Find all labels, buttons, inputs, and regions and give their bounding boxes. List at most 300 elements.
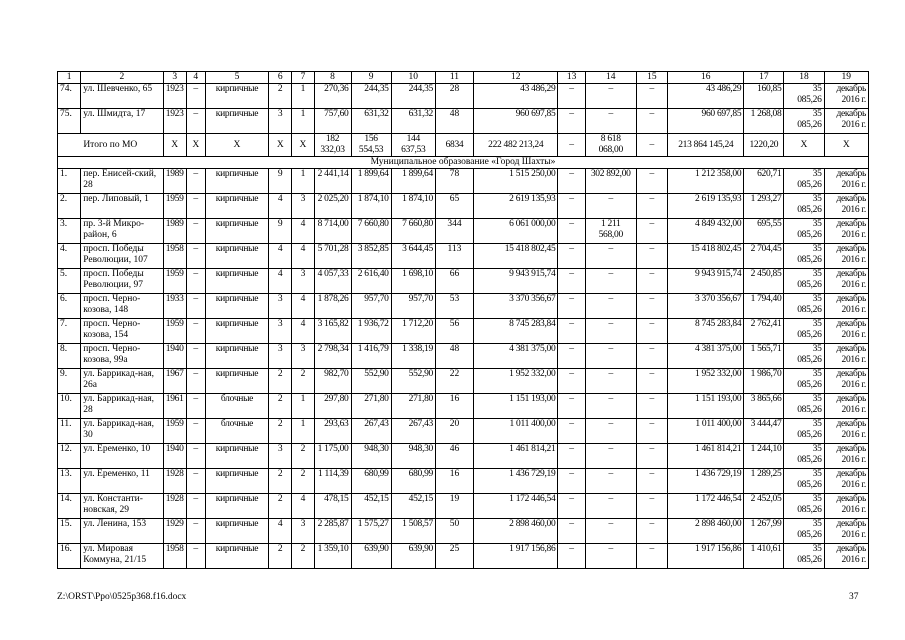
cell-year: 1959 <box>163 194 186 219</box>
cell-c15: – <box>636 419 668 444</box>
cell-year: 1961 <box>163 394 186 419</box>
total-a1: 182 332,03 <box>314 134 351 157</box>
section-title-row <box>58 157 869 169</box>
cell-ent: 4 <box>292 294 314 319</box>
cell-ent: 1 <box>292 394 314 419</box>
cell-res: 50 <box>435 519 473 544</box>
table-row <box>58 519 869 544</box>
cell-c18: 35 085,26 <box>784 344 824 369</box>
cell-mat: кирпичные <box>205 369 268 394</box>
cell-a2: 948,30 <box>351 444 391 469</box>
total-c7: X <box>292 134 314 157</box>
cell-c15: – <box>636 269 668 294</box>
cell-c18: 35 085,26 <box>784 84 824 109</box>
cell-c4: – <box>186 544 205 569</box>
cell-addr: ул. Еременко, 10 <box>81 444 163 469</box>
cell-cost: 15 418 802,45 <box>473 244 557 269</box>
cell-date: декабрь 2016 г. <box>824 394 868 419</box>
cell-res: 48 <box>435 344 473 369</box>
cell-a3: 1 338,19 <box>391 344 435 369</box>
cell-a2: 1 575,27 <box>351 519 391 544</box>
cell-c15: – <box>636 344 668 369</box>
cell-a1: 1 359,10 <box>314 544 351 569</box>
cell-year: 1933 <box>163 294 186 319</box>
cell-cost: 2 898 460,00 <box>473 519 557 544</box>
cell-c4: – <box>186 84 205 109</box>
total-row <box>58 134 869 157</box>
cell-a1: 2 798,34 <box>314 344 351 369</box>
cell-c16: 2 619 135,93 <box>668 194 744 219</box>
cell-c15: – <box>636 469 668 494</box>
table-row <box>58 469 869 494</box>
cell-c14: – <box>585 394 636 419</box>
cell-c13: – <box>558 319 585 344</box>
cell-fl: 3 <box>269 294 292 319</box>
cell-fl: 2 <box>269 469 292 494</box>
cell-fl: 2 <box>269 84 292 109</box>
table-body <box>58 72 869 569</box>
cell-c17: 2 762,41 <box>744 319 784 344</box>
cell-cost: 1 515 250,00 <box>473 169 557 194</box>
cell-c16: 8 745 283,84 <box>668 319 744 344</box>
cell-ent: 2 <box>292 444 314 469</box>
column-number-cell: 10 <box>391 72 435 84</box>
cell-c16: 1 952 332,00 <box>668 369 744 394</box>
column-number-row <box>58 72 869 84</box>
cell-c16: 1 461 814,21 <box>668 444 744 469</box>
cell-c15: – <box>636 219 668 244</box>
cell-c13: – <box>558 109 585 134</box>
cell-year: 1923 <box>163 109 186 134</box>
cell-c15: – <box>636 244 668 269</box>
cell-mat: кирпичные <box>205 294 268 319</box>
total-res: 6834 <box>435 134 473 157</box>
cell-addr: ул. Ленина, 153 <box>81 519 163 544</box>
cell-c17: 1 565,71 <box>744 344 784 369</box>
page-number: 37 <box>849 592 859 602</box>
cell-c13: – <box>558 369 585 394</box>
cell-a3: 452,15 <box>391 494 435 519</box>
cell-addr: ул. Мировая Коммуна, 21/15 <box>81 544 163 569</box>
table-row <box>58 269 869 294</box>
cell-n: 3. <box>58 219 81 244</box>
cell-res: 16 <box>435 469 473 494</box>
cell-date: декабрь 2016 г. <box>824 519 868 544</box>
cell-addr: ул. Баррикад-ная, 30 <box>81 419 163 444</box>
cell-ent: 3 <box>292 269 314 294</box>
cell-mat: кирпичные <box>205 244 268 269</box>
cell-n: 15. <box>58 519 81 544</box>
table-row <box>58 169 869 194</box>
cell-mat: кирпичные <box>205 219 268 244</box>
cell-a2: 1 936,72 <box>351 319 391 344</box>
cell-fl: 3 <box>269 344 292 369</box>
cell-c14: – <box>585 269 636 294</box>
cell-c15: – <box>636 519 668 544</box>
cell-c14: – <box>585 544 636 569</box>
table-row <box>58 544 869 569</box>
cell-c15: – <box>636 444 668 469</box>
cell-c14: – <box>585 244 636 269</box>
cell-fl: 3 <box>269 109 292 134</box>
cell-c4: – <box>186 244 205 269</box>
cell-date: декабрь 2016 г. <box>824 444 868 469</box>
cell-year: 1958 <box>163 244 186 269</box>
cell-date: декабрь 2016 г. <box>824 469 868 494</box>
cell-year: 1967 <box>163 369 186 394</box>
cell-a3: 267,43 <box>391 419 435 444</box>
total-a2: 156 554,53 <box>351 134 391 157</box>
total-label: Итого по МО <box>58 134 164 157</box>
total-c15: – <box>636 134 668 157</box>
cell-n: 1. <box>58 169 81 194</box>
cell-date: декабрь 2016 г. <box>824 194 868 219</box>
cell-a1: 5 701,28 <box>314 244 351 269</box>
cell-a1: 982,70 <box>314 369 351 394</box>
cell-a2: 244,35 <box>351 84 391 109</box>
cell-a1: 3 165,82 <box>314 319 351 344</box>
column-number-cell: 5 <box>205 72 268 84</box>
cell-c17: 3 865,66 <box>744 394 784 419</box>
cell-n: 6. <box>58 294 81 319</box>
column-number-cell: 8 <box>314 72 351 84</box>
table-row <box>58 394 869 419</box>
cell-c4: – <box>186 369 205 394</box>
cell-mat: кирпичные <box>205 84 268 109</box>
cell-c18: 35 085,26 <box>784 444 824 469</box>
cell-c13: – <box>558 419 585 444</box>
cell-c13: – <box>558 544 585 569</box>
cell-mat: блочные <box>205 394 268 419</box>
cell-cost: 4 381 375,00 <box>473 344 557 369</box>
cell-date: декабрь 2016 г. <box>824 419 868 444</box>
cell-addr: ул. Шмидта, 17 <box>81 109 163 134</box>
cell-cost: 1 952 332,00 <box>473 369 557 394</box>
cell-cost: 1 461 814,21 <box>473 444 557 469</box>
cell-c13: – <box>558 219 585 244</box>
cell-ent: 1 <box>292 419 314 444</box>
cell-fl: 2 <box>269 494 292 519</box>
column-number-cell: 15 <box>636 72 668 84</box>
cell-c4: – <box>186 269 205 294</box>
cell-mat: кирпичные <box>205 444 268 469</box>
table-row <box>58 419 869 444</box>
cell-ent: 2 <box>292 544 314 569</box>
cell-cost: 960 697,85 <box>473 109 557 134</box>
cell-c14: – <box>585 109 636 134</box>
cell-n: 75. <box>58 109 81 134</box>
cell-fl: 2 <box>269 369 292 394</box>
cell-c14: – <box>585 294 636 319</box>
cell-year: 1958 <box>163 544 186 569</box>
cell-fl: 9 <box>269 219 292 244</box>
cell-c15: – <box>636 494 668 519</box>
cell-ent: 4 <box>292 319 314 344</box>
cell-res: 53 <box>435 294 473 319</box>
cell-c13: – <box>558 169 585 194</box>
cell-a3: 957,70 <box>391 294 435 319</box>
cell-c15: – <box>636 319 668 344</box>
column-number-cell: 19 <box>824 72 868 84</box>
cell-c16: 1 436 729,19 <box>668 469 744 494</box>
cell-c4: – <box>186 394 205 419</box>
cell-n: 9. <box>58 369 81 394</box>
cell-c17: 1 410,61 <box>744 544 784 569</box>
cell-a3: 271,80 <box>391 394 435 419</box>
cell-cost: 8 745 283,84 <box>473 319 557 344</box>
cell-fl: 3 <box>269 319 292 344</box>
total-cost: 222 482 213,24 <box>473 134 557 157</box>
cell-date: декабрь 2016 г. <box>824 269 868 294</box>
cell-a2: 271,80 <box>351 394 391 419</box>
cell-c4: – <box>186 109 205 134</box>
cell-c15: – <box>636 169 668 194</box>
cell-fl: 4 <box>269 244 292 269</box>
cell-c16: 2 898 460,00 <box>668 519 744 544</box>
cell-a3: 948,30 <box>391 444 435 469</box>
cell-res: 78 <box>435 169 473 194</box>
cell-year: 1940 <box>163 344 186 369</box>
total-c4: X <box>186 134 205 157</box>
cell-c16: 1 151 193,00 <box>668 394 744 419</box>
cell-c4: – <box>186 519 205 544</box>
cell-a1: 757,60 <box>314 109 351 134</box>
cell-mat: кирпичные <box>205 169 268 194</box>
cell-c14: 1 211 568,00 <box>585 219 636 244</box>
cell-c16: 1 011 400,00 <box>668 419 744 444</box>
cell-c14: 302 892,00 <box>585 169 636 194</box>
cell-c14: – <box>585 369 636 394</box>
cell-year: 1959 <box>163 319 186 344</box>
cell-c16: 1 212 358,00 <box>668 169 744 194</box>
cell-c17: 1 289,25 <box>744 469 784 494</box>
cell-a3: 631,32 <box>391 109 435 134</box>
cell-fl: 4 <box>269 519 292 544</box>
cell-c13: – <box>558 269 585 294</box>
cell-n: 7. <box>58 319 81 344</box>
cell-fl: 2 <box>269 394 292 419</box>
cell-c15: – <box>636 369 668 394</box>
cell-date: декабрь 2016 г. <box>824 544 868 569</box>
cell-a1: 293,63 <box>314 419 351 444</box>
cell-res: 22 <box>435 369 473 394</box>
cell-addr: пер. Липовый, 1 <box>81 194 163 219</box>
cell-c14: – <box>585 84 636 109</box>
table-row <box>58 244 869 269</box>
cell-c18: 35 085,26 <box>784 219 824 244</box>
cell-c16: 15 418 802,45 <box>668 244 744 269</box>
cell-c18: 35 085,26 <box>784 194 824 219</box>
cell-mat: кирпичные <box>205 469 268 494</box>
cell-date: декабрь 2016 г. <box>824 109 868 134</box>
cell-a1: 8 714,00 <box>314 219 351 244</box>
cell-c14: – <box>585 519 636 544</box>
cell-a3: 1 508,57 <box>391 519 435 544</box>
cell-c17: 3 444,47 <box>744 419 784 444</box>
cell-res: 20 <box>435 419 473 444</box>
cell-c4: – <box>186 319 205 344</box>
cell-a2: 1 416,79 <box>351 344 391 369</box>
cell-date: декабрь 2016 г. <box>824 344 868 369</box>
cell-c13: – <box>558 494 585 519</box>
cell-c4: – <box>186 194 205 219</box>
cell-n: 14. <box>58 494 81 519</box>
cell-c18: 35 085,26 <box>784 419 824 444</box>
cell-c14: – <box>585 319 636 344</box>
table-row <box>58 194 869 219</box>
cell-c18: 35 085,26 <box>784 109 824 134</box>
cell-addr: ул. Константи-новская, 29 <box>81 494 163 519</box>
cell-ent: 4 <box>292 494 314 519</box>
cell-ent: 1 <box>292 84 314 109</box>
cell-c17: 2 450,85 <box>744 269 784 294</box>
cell-c14: – <box>585 469 636 494</box>
cell-mat: кирпичные <box>205 319 268 344</box>
cell-c16: 3 370 356,67 <box>668 294 744 319</box>
cell-c17: 1 794,40 <box>744 294 784 319</box>
cell-c14: – <box>585 444 636 469</box>
cell-a1: 4 057,33 <box>314 269 351 294</box>
cell-year: 1940 <box>163 444 186 469</box>
cell-ent: 4 <box>292 219 314 244</box>
cell-a2: 267,43 <box>351 419 391 444</box>
cell-c4: – <box>186 469 205 494</box>
cell-addr: пер. Енисей-ский, 28 <box>81 169 163 194</box>
cell-res: 48 <box>435 109 473 134</box>
cell-res: 56 <box>435 319 473 344</box>
table-row <box>58 219 869 244</box>
column-number-cell: 12 <box>473 72 557 84</box>
total-a3: 144 637,53 <box>391 134 435 157</box>
cell-addr: просп. Победы Революции, 97 <box>81 269 163 294</box>
cell-c14: – <box>585 419 636 444</box>
total-c19: X <box>824 134 868 157</box>
table-row <box>58 84 869 109</box>
cell-year: 1929 <box>163 519 186 544</box>
cell-c4: – <box>186 419 205 444</box>
cell-mat: блочные <box>205 419 268 444</box>
cell-date: декабрь 2016 г. <box>824 244 868 269</box>
cell-a2: 7 660,80 <box>351 219 391 244</box>
column-number-cell: 16 <box>668 72 744 84</box>
register-table <box>57 71 869 569</box>
cell-fl: 4 <box>269 194 292 219</box>
cell-c15: – <box>636 544 668 569</box>
table-row <box>58 444 869 469</box>
cell-c18: 35 085,26 <box>784 394 824 419</box>
cell-c13: – <box>558 394 585 419</box>
cell-c18: 35 085,26 <box>784 369 824 394</box>
cell-n: 11. <box>58 419 81 444</box>
cell-a2: 2 616,40 <box>351 269 391 294</box>
cell-c17: 1 986,70 <box>744 369 784 394</box>
cell-ent: 1 <box>292 169 314 194</box>
cell-c15: – <box>636 294 668 319</box>
table-row <box>58 294 869 319</box>
cell-year: 1989 <box>163 169 186 194</box>
cell-c18: 35 085,26 <box>784 269 824 294</box>
cell-addr: просп. Черно-козова, 154 <box>81 319 163 344</box>
cell-a2: 552,90 <box>351 369 391 394</box>
cell-date: декабрь 2016 г. <box>824 169 868 194</box>
cell-cost: 3 370 356,67 <box>473 294 557 319</box>
cell-a2: 1 899,64 <box>351 169 391 194</box>
cell-c13: – <box>558 84 585 109</box>
total-c17: 1220,20 <box>744 134 784 157</box>
cell-a3: 1 899,64 <box>391 169 435 194</box>
cell-mat: кирпичные <box>205 269 268 294</box>
column-number-cell: 1 <box>58 72 81 84</box>
cell-date: декабрь 2016 г. <box>824 219 868 244</box>
cell-res: 113 <box>435 244 473 269</box>
cell-c14: – <box>585 494 636 519</box>
table-row <box>58 319 869 344</box>
table-row <box>58 109 869 134</box>
cell-c18: 35 085,26 <box>784 294 824 319</box>
cell-res: 65 <box>435 194 473 219</box>
cell-c16: 1 917 156,86 <box>668 544 744 569</box>
cell-c16: 1 172 446,54 <box>668 494 744 519</box>
cell-ent: 1 <box>292 109 314 134</box>
column-number-cell: 2 <box>81 72 163 84</box>
cell-a1: 270,36 <box>314 84 351 109</box>
section-title: Муниципальное образование «Город Шахты» <box>58 157 869 169</box>
cell-a2: 680,99 <box>351 469 391 494</box>
cell-ent: 2 <box>292 469 314 494</box>
column-number-cell: 14 <box>585 72 636 84</box>
cell-c17: 2 704,45 <box>744 244 784 269</box>
column-number-cell: 18 <box>784 72 824 84</box>
column-number-cell: 6 <box>269 72 292 84</box>
cell-res: 344 <box>435 219 473 244</box>
cell-year: 1959 <box>163 419 186 444</box>
cell-ent: 2 <box>292 369 314 394</box>
total-c16: 213 864 145,24 <box>668 134 744 157</box>
cell-a3: 1 712,20 <box>391 319 435 344</box>
total-c5: X <box>205 134 268 157</box>
cell-date: декабрь 2016 г. <box>824 84 868 109</box>
cell-fl: 9 <box>269 169 292 194</box>
cell-n: 8. <box>58 344 81 369</box>
cell-c4: – <box>186 444 205 469</box>
cell-a3: 1 874,10 <box>391 194 435 219</box>
column-number-cell: 11 <box>435 72 473 84</box>
cell-a1: 478,15 <box>314 494 351 519</box>
cell-a2: 631,32 <box>351 109 391 134</box>
cell-mat: кирпичные <box>205 109 268 134</box>
cell-c18: 35 085,26 <box>784 244 824 269</box>
cell-fl: 3 <box>269 444 292 469</box>
cell-mat: кирпичные <box>205 344 268 369</box>
total-c6: X <box>269 134 292 157</box>
total-c18: X <box>784 134 824 157</box>
cell-c14: – <box>585 194 636 219</box>
cell-date: декабрь 2016 г. <box>824 369 868 394</box>
cell-c17: 160,85 <box>744 84 784 109</box>
cell-cost: 9 943 915,74 <box>473 269 557 294</box>
cell-year: 1959 <box>163 269 186 294</box>
cell-c18: 35 085,26 <box>784 544 824 569</box>
cell-c17: 1 268,08 <box>744 109 784 134</box>
cell-c13: – <box>558 194 585 219</box>
column-number-cell: 9 <box>351 72 391 84</box>
column-number-cell: 17 <box>744 72 784 84</box>
cell-year: 1928 <box>163 494 186 519</box>
cell-date: декабрь 2016 г. <box>824 494 868 519</box>
column-number-cell: 7 <box>292 72 314 84</box>
cell-c14: – <box>585 344 636 369</box>
table-row <box>58 494 869 519</box>
